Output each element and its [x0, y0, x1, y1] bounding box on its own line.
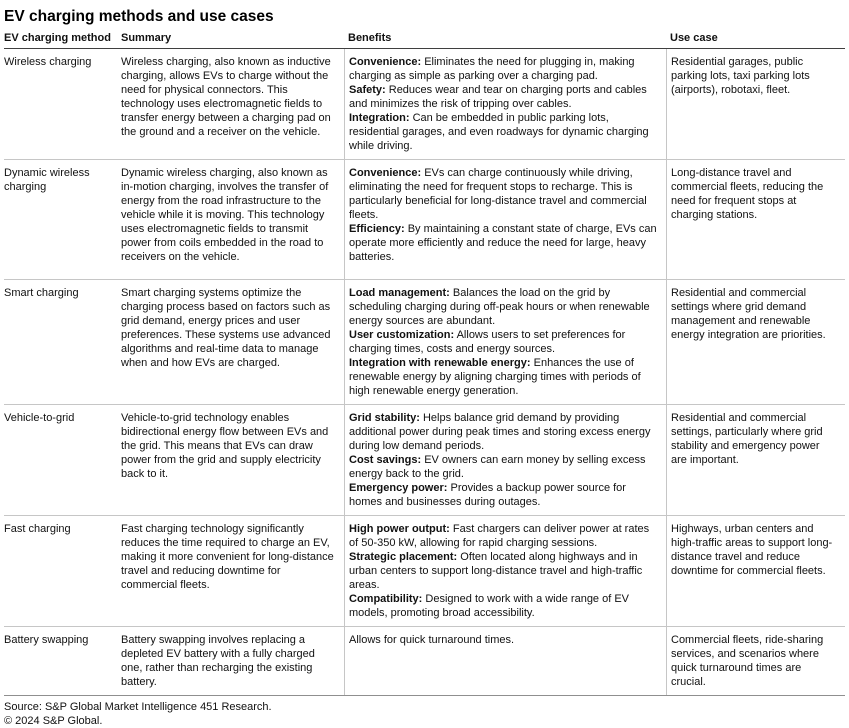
cell-benefits: [344, 627, 666, 695]
benefit-label: Strategic placement:: [349, 551, 458, 563]
cell-method: Wireless charging: [4, 56, 92, 68]
benefit-item: [349, 356, 658, 398]
table-header-row: [4, 27, 845, 49]
benefit-item: [349, 481, 658, 509]
benefit-label: Safety:: [349, 84, 386, 96]
cell-method: Battery swapping: [4, 634, 89, 646]
benefit-text: Enhances the use of renewable energy by aligning charging times with periods of high renewable energy generation.: [349, 357, 641, 397]
benefit-item: [349, 222, 658, 264]
benefit-label: Integration:: [349, 112, 410, 124]
benefit-label: High power output:: [349, 523, 450, 535]
cell-summary: Battery swapping involves replacing a depleted EV battery with a fully charged one, rather than recharging the existing battery.: [121, 634, 315, 688]
cell-method: Smart charging: [4, 287, 79, 299]
benefit-text: Fast chargers can deliver power at rates of 50-350 kW, allowing for rapid charging sessions.: [349, 523, 650, 549]
benefit-label: Emergency power:: [349, 482, 448, 494]
benefit-item: [349, 286, 658, 328]
benefit-text: Allows users to set preferences for charging times, costs and energy sources.: [349, 329, 626, 355]
cell-method: Vehicle-to-grid: [4, 412, 75, 424]
cell-method: Fast charging: [4, 523, 71, 535]
cell-summary: Fast charging technology significantly reduces the time required to charge an EV, making it more convenient for long-distance travel and reducing downtime for commercial fleets.: [121, 523, 334, 591]
table-row: [4, 280, 845, 405]
benefit-label: Convenience:: [349, 56, 422, 68]
benefit-label: Load management:: [349, 287, 450, 299]
column-header-benefits: Benefits: [348, 32, 392, 44]
benefit-label: Compatibility:: [349, 593, 423, 605]
column-header-use-case: Use case: [670, 32, 718, 44]
cell-use-case: Residential garages, public parking lots, taxi parking lots (airports), robotaxi, fleet.: [666, 49, 845, 159]
benefit-item: [349, 453, 658, 481]
benefit-item: [349, 592, 658, 620]
cell-summary: Dynamic wireless charging, also known as in-motion charging, involves the transfer of energy from the road infrastructure to the vehicle while it is moving. This technology uses electromagnetic fields to transmit power from coils embedded in the road to receivers on the vehicle.: [121, 167, 329, 263]
cell-use-case: Residential and commercial settings, particularly where grid stability and emergency power are important.: [666, 405, 845, 515]
benefit-item: [349, 550, 658, 592]
benefit-text: Balances the load on the grid by scheduling charging during off-peak hours or when renewable energy sources are abundant.: [349, 287, 650, 327]
benefit-label: User customization:: [349, 329, 455, 341]
cell-use-case: Commercial fleets, ride-sharing services, and scenarios where quick turnaround times are crucial.: [666, 627, 845, 695]
benefit-label: Cost savings:: [349, 454, 422, 466]
benefit-item: [349, 328, 658, 356]
benefit-item: [349, 166, 658, 222]
benefit-item: [349, 111, 658, 153]
benefit-text: Allows for quick turnaround times.: [349, 634, 515, 646]
table-footnotes: [4, 696, 845, 728]
copyright-note: © 2024 S&P Global.: [4, 715, 103, 727]
benefit-text: Reduces wear and tear on charging ports and cables and minimizes the risk of tripping over cables.: [349, 84, 647, 110]
table-row: [4, 49, 845, 160]
cell-benefits: [344, 516, 666, 626]
column-header-method: EV charging method: [4, 32, 111, 44]
table-row: [4, 160, 845, 280]
benefit-text: Eliminates the need for plugging in, making charging as simple as parking over a charging pad.: [349, 56, 635, 82]
benefit-item: [349, 55, 658, 83]
cell-use-case: Residential and commercial settings where grid demand management and renewable energy integration are priorities.: [666, 280, 845, 404]
benefit-label: Integration with renewable energy:: [349, 357, 531, 369]
table-row: [4, 627, 845, 696]
cell-benefits: [344, 280, 666, 404]
benefit-label: Grid stability:: [349, 412, 420, 424]
benefit-text: Can be embedded in public parking lots, residential garages, and even roadways for dynamic charging while driving.: [349, 112, 649, 152]
table-row: [4, 405, 845, 516]
cell-use-case: Highways, urban centers and high-traffic areas to support long-distance travel and reduce downtime for commercial fleets.: [666, 516, 845, 626]
benefit-item: [349, 411, 658, 453]
benefit-text: By maintaining a constant state of charge, EVs can operate more efficiently and reduce the need for large, heavy batteries.: [349, 223, 657, 263]
cell-benefits: [344, 49, 666, 159]
cell-summary: Smart charging systems optimize the charging process based on factors such as grid demand, energy prices and user preferences. These systems use advanced algorithms and real-time data to manage when and how EVs are charged.: [121, 287, 331, 369]
cell-summary: Vehicle-to-grid technology enables bidirectional energy flow between EVs and the grid. This means that EVs can draw power from the grid and supply electricity back to it.: [121, 412, 329, 480]
source-note: Source: S&P Global Market Intelligence 451 Research.: [4, 701, 272, 713]
column-header-summary: Summary: [121, 32, 172, 44]
cell-use-case: Long-distance travel and commercial fleets, reducing the need for frequent stops at charging stations.: [666, 160, 845, 279]
benefit-item: [349, 83, 658, 111]
cell-method: Dynamic wireless charging: [4, 167, 90, 193]
ev-charging-table: [4, 27, 845, 696]
cell-benefits: [344, 160, 666, 279]
benefit-item: [349, 522, 658, 550]
benefit-label: Efficiency:: [349, 223, 405, 235]
benefit-item: [349, 633, 658, 647]
table-row: [4, 516, 845, 627]
benefit-text: Often located along highways and in urban centers to support long-distance travel and high-traffic areas.: [349, 551, 643, 591]
benefit-text: EVs can charge continuously while driving, eliminating the need for frequent stops to recharge. This is particularly beneficial for long-distance travel and commercial fleets.: [349, 167, 647, 221]
benefit-label: Convenience:: [349, 167, 422, 179]
benefit-text: Provides a backup power source for homes and businesses during outages.: [349, 482, 626, 508]
cell-summary: Wireless charging, also known as inductive charging, allows EVs to charge without the need for physical connectors. This technology uses electromagnetic fields to transfer energy between a charging pad on the ground and a receiver on the vehicle.: [121, 56, 331, 138]
benefit-text: Helps balance grid demand by providing additional power during peak times and storing excess energy during low demand periods.: [349, 412, 651, 452]
benefit-text: Designed to work with a wide range of EV models, promoting broad accessibility.: [349, 593, 630, 619]
benefit-text: EV owners can earn money by selling excess energy back to the grid.: [349, 454, 646, 480]
page-title: EV charging methods and use cases: [4, 8, 274, 25]
cell-benefits: [344, 405, 666, 515]
